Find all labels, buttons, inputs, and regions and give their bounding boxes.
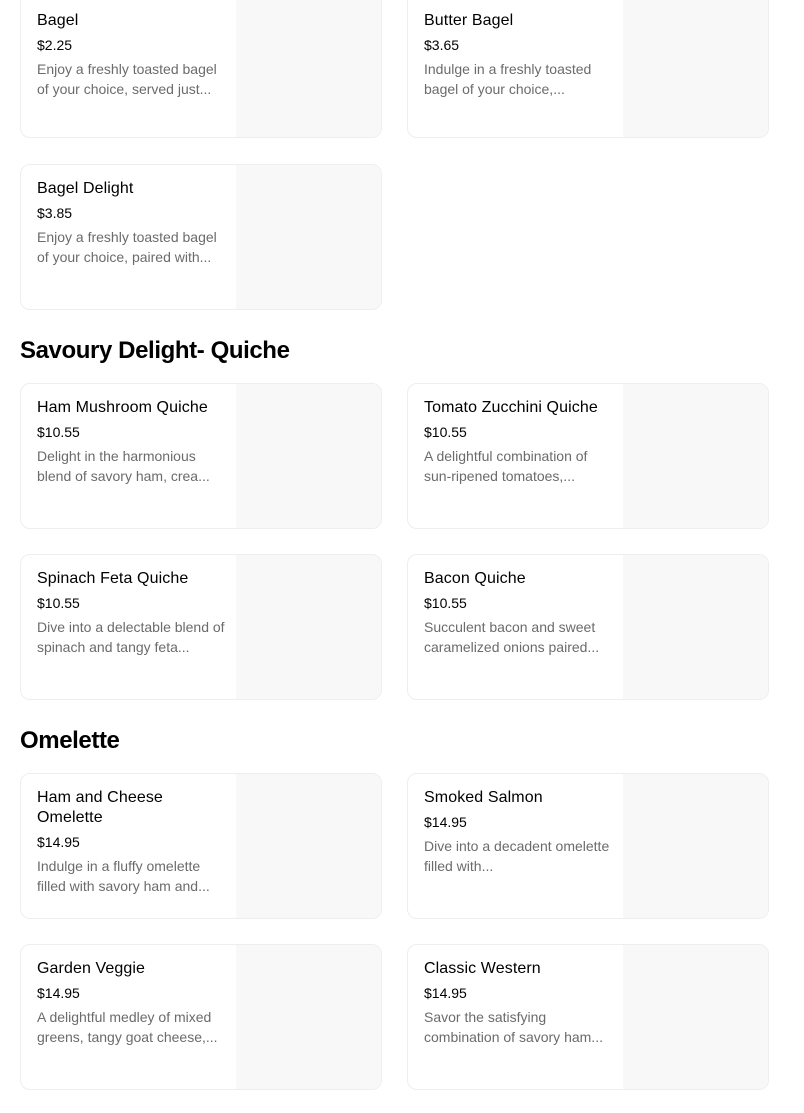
menu-item-image [623, 555, 768, 699]
menu-item-card[interactable] [407, 944, 769, 1090]
menu-item-price: $10.55 [37, 424, 80, 440]
menu-item-name: Bagel Delight [37, 180, 134, 197]
menu-item-name: Ham Mushroom Quiche [37, 399, 208, 416]
menu-item-description: Delight in the harmonious blend of savory ham, crea... [37, 448, 210, 484]
menu-item-image [623, 0, 768, 137]
menu-item-card[interactable] [407, 773, 769, 919]
menu-item-info [37, 569, 225, 657]
menu-item-info [424, 788, 612, 876]
menu-item-name: Spinach Feta Quiche [37, 570, 189, 587]
menu-item-info [424, 11, 612, 99]
menu-item-description: Indulge in a fluffy omelette filled with savory ham and... [37, 858, 210, 894]
menu-item-name: Classic Western [424, 960, 541, 977]
menu-item-description: Enjoy a freshly toasted bagel of your choice, paired with... [37, 229, 217, 265]
section-title: Omelette [20, 727, 120, 754]
menu-item-price: $14.95 [424, 814, 467, 830]
menu-item-price: $10.55 [424, 595, 467, 611]
menu-item-name: Butter Bagel [424, 12, 514, 29]
menu-item-info [37, 179, 225, 267]
menu-item-price: $2.25 [37, 37, 73, 53]
menu-item-image [623, 774, 768, 918]
menu-item-description: Savor the satisfying combination of savory ham... [424, 1009, 603, 1045]
menu-item-info [424, 398, 612, 486]
menu-item-name: Tomato Zucchini Quiche [424, 399, 598, 416]
menu-item-card[interactable] [407, 554, 769, 700]
menu-item-card[interactable] [20, 164, 382, 310]
menu-item-price: $3.85 [37, 205, 73, 221]
menu-item-name: Bacon Quiche [424, 570, 526, 587]
menu-item-name: Bagel [37, 12, 79, 29]
menu-item-card[interactable] [407, 383, 769, 529]
menu-item-description: Succulent bacon and sweet caramelized onions paired... [424, 619, 600, 655]
menu-item-info [37, 959, 225, 1047]
menu-item-image [236, 384, 381, 528]
menu-item-price: $10.55 [424, 424, 467, 440]
section-title: Savoury Delight- Quiche [20, 337, 290, 364]
menu-item-image [236, 555, 381, 699]
menu-item-price: $14.95 [37, 985, 80, 1001]
menu-item-name: Ham and Cheese Omelette [37, 789, 163, 826]
menu-item-description: Indulge in a freshly toasted bagel of your choice,... [424, 61, 592, 97]
menu-item-price: $14.95 [37, 834, 80, 850]
menu-item-info [424, 959, 612, 1047]
menu-item-info [424, 569, 612, 657]
menu-item-image [236, 945, 381, 1089]
menu-item-card[interactable] [20, 773, 382, 919]
menu-item-card[interactable] [407, 0, 769, 138]
menu-item-card[interactable] [20, 383, 382, 529]
menu-item-image [236, 0, 381, 137]
menu-item-price: $3.65 [424, 37, 460, 53]
menu-item-price: $14.95 [424, 985, 467, 1001]
menu-item-image [623, 384, 768, 528]
menu-item-name: Smoked Salmon [424, 789, 543, 806]
menu-item-card[interactable] [20, 944, 382, 1090]
menu-item-description: A delightful medley of mixed greens, tangy goat cheese,... [37, 1009, 218, 1045]
menu-item-name: Garden Veggie [37, 960, 146, 977]
menu-item-card[interactable] [20, 554, 382, 700]
menu-item-info [37, 398, 225, 486]
menu-item-info [37, 11, 225, 99]
menu-item-description: Enjoy a freshly toasted bagel of your choice, served just... [37, 61, 217, 97]
menu-item-image [623, 945, 768, 1089]
menu-item-info [37, 788, 225, 896]
menu-item-description: Dive into a delectable blend of spinach and tangy feta... [37, 619, 225, 655]
menu-item-card[interactable] [20, 0, 382, 138]
menu-item-description: A delightful combination of sun-ripened tomatoes,... [424, 448, 588, 484]
menu-item-image [236, 165, 381, 309]
menu-item-description: Dive into a decadent omelette filled with... [424, 838, 610, 874]
menu-item-price: $10.55 [37, 595, 80, 611]
menu-item-image [236, 774, 381, 918]
